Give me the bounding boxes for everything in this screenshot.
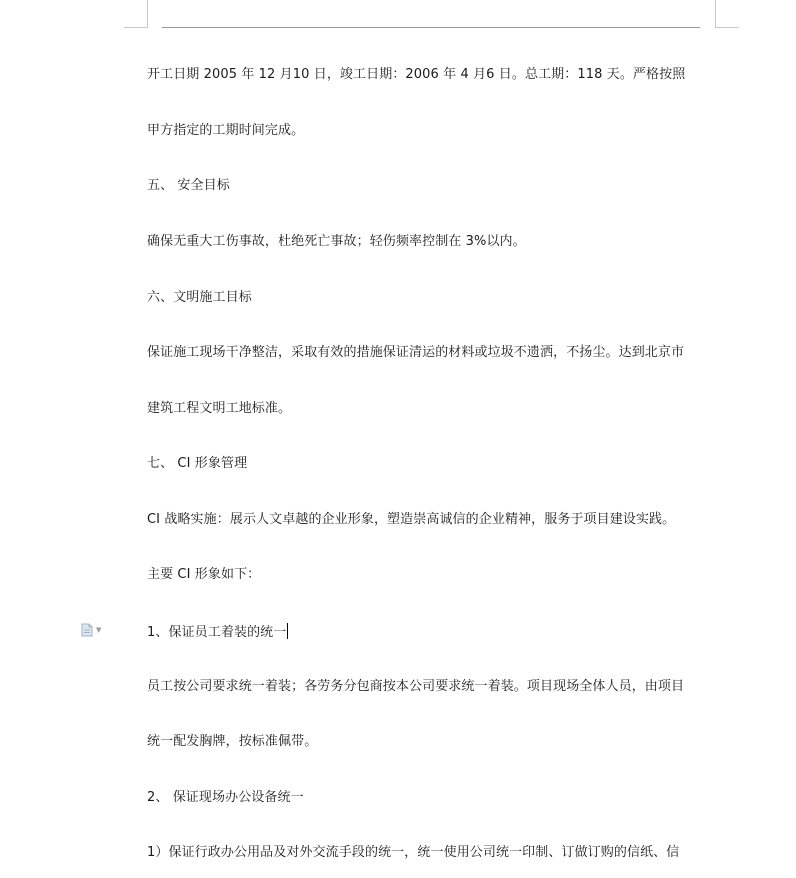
header-rule [162,27,700,28]
paragraph-doc-icon [81,623,93,637]
paragraph-handle[interactable] [81,622,109,638]
paragraph-line[interactable]: 保证施工现场干净整洁，采取有效的措施保证清运的材料或垃圾不遗洒，不扬尘。达到北京市 [147,345,685,360]
crop-mark-right-h [715,27,739,28]
paragraph-line[interactable]: 统一配发胸牌，按标准佩带。 [147,734,318,749]
paragraph-line[interactable]: CI 战略实施：展示人文卓越的企业形象，塑造崇高诚信的企业精神，服务于项目建设实践。 [147,512,676,527]
paragraph-line[interactable]: 开工日期 2005 年 12 月10 日，竣工日期：2006 年 4 月6 日。总工期：118 天。严格按照 [147,67,686,82]
crop-mark-left [147,0,148,27]
section-heading[interactable]: 六、文明施工目标 [147,290,252,305]
paragraph-line[interactable]: 甲方指定的工期时间完成。 [147,123,305,138]
crop-mark-left-h [124,27,148,28]
current-paragraph-text[interactable]: 1、保证员工着装的统一 [147,625,287,640]
paragraph-line[interactable]: 2、 保证现场办公设备统一 [147,790,304,805]
section-heading[interactable]: 五、 安全目标 [147,178,230,193]
paragraph-line[interactable]: 员工按公司要求统一着装；各劳务分包商按本公司要求统一着装。项目现场全体人员，由项目 [147,679,685,694]
paragraph-line[interactable]: 确保无重大工伤事故，杜绝死亡事故；轻伤频率控制在 3%以内。 [147,234,526,249]
crop-mark-right [715,0,716,27]
paragraph-line[interactable]: 1）保证行政办公用品及对外交流手段的统一，统一使用公司统一印制、订做订购的信纸、信 [147,845,680,860]
current-paragraph[interactable] [147,623,288,641]
section-heading[interactable]: 七、 CI 形象管理 [147,456,248,471]
paragraph-line[interactable]: 主要 CI 形象如下： [147,567,261,582]
chevron-down-icon: ▼ [96,626,102,634]
text-cursor [287,623,288,639]
paragraph-line[interactable]: 建筑工程文明工地标准。 [147,401,292,416]
